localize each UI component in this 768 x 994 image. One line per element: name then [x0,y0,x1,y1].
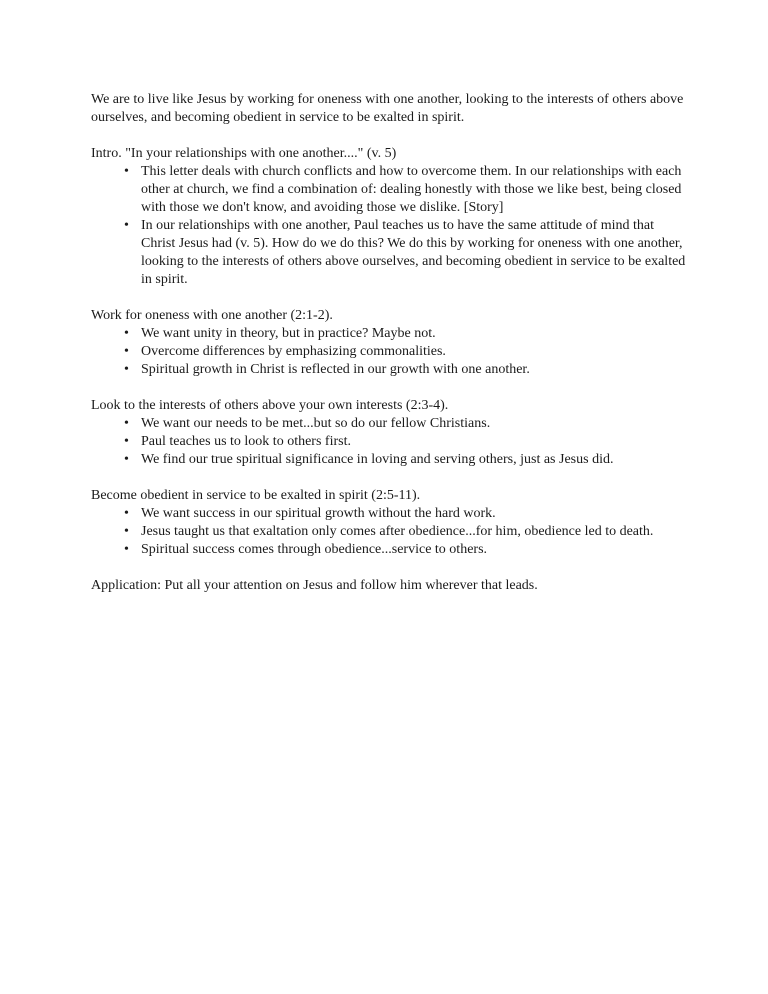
list-item-text: Overcome differences by emphasizing commonalities. [141,344,446,359]
bullet-icon: • [124,524,129,539]
section-heading: Look to the interests of others above your own interests (2:3-4). [91,398,449,413]
list-item-text: Jesus taught us that exaltation only comes after obedience...for him, obedience led to death. [141,524,654,539]
list-item [124,343,691,361]
bullet-icon: • [124,452,129,467]
bullet-list [91,325,691,379]
section-oneness [91,307,691,379]
section-application [91,577,691,595]
list-item [124,361,691,379]
bullet-list [91,163,691,289]
list-item-text: We want unity in theory, but in practice? Maybe not. [141,326,436,341]
list-item [124,433,691,451]
list-item-text: We want our needs to be met...but so do our fellow Christians. [141,416,491,431]
list-item [124,217,691,289]
list-item-text: This letter deals with church conflicts and how to overcome them. In our relationships with each other at church, we find a combination of: dealing honestly with those we like best, being closed with those we don't know, and avoiding those we dislike. [Story] [141,164,682,215]
document-page [91,91,691,595]
list-item-text: Paul teaches us to look to others first. [141,434,351,449]
list-item [124,451,691,469]
bullet-icon: • [124,416,129,431]
list-item-text: We want success in our spiritual growth without the hard work. [141,506,496,521]
bullet-list [91,415,691,469]
bullet-icon: • [124,164,129,179]
section-heading: Become obedient in service to be exalted in spirit (2:5-11). [91,488,421,503]
bullet-list [91,505,691,559]
list-item [124,505,691,523]
list-item [124,415,691,433]
section-heading: Work for oneness with one another (2:1-2). [91,308,333,323]
section-heading: Intro. "In your relationships with one another...." (v. 5) [91,146,397,161]
list-item-text: In our relationships with one another, Paul teaches us to have the same attitude of mind that Christ Jesus had (v. 5). How do we do this? We do this by working for oneness with one another, looking to the interests of others above ourselves, and becoming obedient in service to be exalted in spirit. [141,218,686,287]
summary-paragraph: We are to live like Jesus by working for oneness with one another, looking to the interests of others above ourselves, and becoming obedient in service to be exalted in spirit. [91,92,684,125]
list-item-text: Spiritual growth in Christ is reflected in our growth with one another. [141,362,530,377]
list-item-text: We find our true spiritual significance in loving and serving others, just as Jesus did. [141,452,614,467]
application-paragraph: Application: Put all your attention on Jesus and follow him wherever that leads. [91,578,538,593]
section-interests [91,397,691,469]
bullet-icon: • [124,506,129,521]
section-intro [91,145,691,289]
bullet-icon: • [124,326,129,341]
bullet-icon: • [124,344,129,359]
list-item [124,325,691,343]
list-item [124,541,691,559]
list-item-text: Spiritual success comes through obedience...service to others. [141,542,488,557]
bullet-icon: • [124,218,129,233]
bullet-icon: • [124,542,129,557]
list-item [124,163,691,217]
bullet-icon: • [124,434,129,449]
section-obedience [91,487,691,559]
bullet-icon: • [124,362,129,377]
list-item [124,523,691,541]
